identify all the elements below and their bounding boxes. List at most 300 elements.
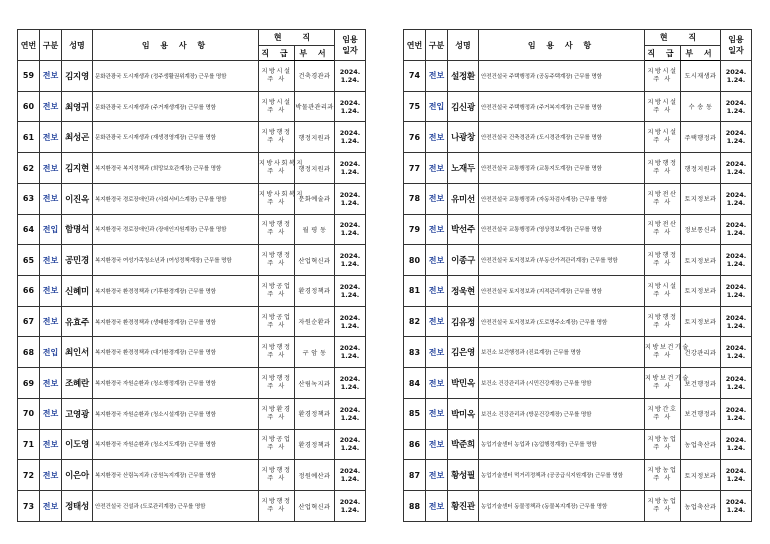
- row-type: 전보: [426, 276, 448, 307]
- row-dept: 환경정책과: [295, 398, 335, 429]
- row-date-year: 2024.: [725, 190, 747, 199]
- row-rank: [645, 61, 681, 92]
- table-row: [404, 91, 752, 122]
- row-date-day: 1.24.: [340, 260, 360, 269]
- row-date: [335, 306, 366, 337]
- row-date-day: 1.24.: [726, 75, 746, 84]
- row-date: [335, 214, 366, 245]
- row-rank-bottom: 주 사: [653, 475, 672, 483]
- row-rank-top: 지방공업: [261, 436, 292, 444]
- row-date-day: 1.24.: [726, 198, 746, 207]
- row-date-year: 2024.: [725, 221, 747, 230]
- row-name: 김지영: [62, 61, 93, 92]
- row-number: 78: [404, 183, 426, 214]
- row-rank-top: 지방행정: [261, 129, 292, 137]
- row-type: 전보: [426, 306, 448, 337]
- row-date: [335, 398, 366, 429]
- row-appointment: 복지환경국 자원순환과 (청소행정계장) 근무를 명함: [93, 368, 259, 399]
- row-rank: [645, 306, 681, 337]
- row-date-year: 2024.: [339, 498, 361, 507]
- row-dept: 산업혁신과: [295, 245, 335, 276]
- table-row: [404, 61, 752, 92]
- row-type: 전보: [426, 429, 448, 460]
- row-date: [721, 368, 752, 399]
- table-row: [404, 460, 752, 491]
- row-dept: 문화예술과: [295, 183, 335, 214]
- row-rank-top: 지방사회복지: [259, 160, 304, 168]
- row-dept: 환경정책과: [295, 276, 335, 307]
- row-name: 김유정: [448, 306, 479, 337]
- row-rank-bottom: 주 사: [267, 106, 286, 114]
- row-rank-bottom: 주 사: [653, 106, 672, 114]
- row-rank: [259, 91, 295, 122]
- row-rank-top: 지방농업: [647, 498, 678, 506]
- row-dept: 토지정보과: [681, 460, 721, 491]
- row-date-day: 1.24.: [340, 413, 360, 422]
- row-date: [721, 91, 752, 122]
- row-rank: [645, 153, 681, 184]
- header-date: 임용 일자: [335, 30, 366, 61]
- row-rank-bottom: 주 사: [267, 352, 286, 360]
- row-rank-bottom: 주 사: [653, 444, 672, 452]
- row-date: [721, 61, 752, 92]
- row-number: 65: [18, 245, 40, 276]
- row-dept: 토지정보과: [681, 276, 721, 307]
- row-number: 80: [404, 245, 426, 276]
- row-number: 87: [404, 460, 426, 491]
- row-type: 전보: [426, 245, 448, 276]
- row-rank-bottom: 주 사: [267, 260, 286, 268]
- header-date: 임용 일자: [721, 30, 752, 61]
- row-date: [335, 91, 366, 122]
- table-row: [404, 245, 752, 276]
- row-date-year: 2024.: [339, 67, 361, 76]
- row-date-year: 2024.: [339, 405, 361, 414]
- row-rank-bottom: 주 사: [267, 75, 286, 83]
- header-desc: 임 용 사 항: [479, 30, 645, 61]
- row-name: 김은영: [448, 337, 479, 368]
- row-rank-top: 지방행정: [647, 313, 678, 321]
- row-rank-top: 지방사회복지: [259, 190, 304, 198]
- row-date-year: 2024.: [339, 252, 361, 261]
- row-rank-top: 지방행정: [261, 498, 292, 506]
- row-name: 유효주: [62, 306, 93, 337]
- row-date-year: 2024.: [339, 98, 361, 107]
- row-appointment: 복지환경국 산림녹지과 (공원녹지계장) 근무를 명함: [93, 460, 259, 491]
- row-type: 전입: [40, 214, 62, 245]
- row-rank: [259, 368, 295, 399]
- row-rank-top: 지방농업: [647, 467, 678, 475]
- row-number: 70: [18, 398, 40, 429]
- row-appointment: 복지환경국 환경정책과 (기후환경계장) 근무를 명함: [93, 276, 259, 307]
- row-number: 84: [404, 368, 426, 399]
- row-dept: 주택행정과: [681, 122, 721, 153]
- row-rank: [645, 245, 681, 276]
- row-date-year: 2024.: [725, 67, 747, 76]
- row-date-day: 1.24.: [340, 290, 360, 299]
- row-name: 박준희: [448, 429, 479, 460]
- row-rank-top: 지방전산: [647, 190, 678, 198]
- row-number: 64: [18, 214, 40, 245]
- row-rank-bottom: 주 사: [653, 229, 672, 237]
- row-appointment: 복지환경국 복지정책과 (희망보호관계장) 근무를 명함: [93, 153, 259, 184]
- row-rank-bottom: 주 사: [653, 506, 672, 514]
- row-dept: 보건행정과: [681, 398, 721, 429]
- row-type: 전보: [40, 491, 62, 522]
- row-dept: 보건행정과: [681, 368, 721, 399]
- row-rank-top: 지방행정: [261, 467, 292, 475]
- row-name: 최영귀: [62, 91, 93, 122]
- row-appointment: 복지환경국 경로장애인과 (장애인지원계장) 근무를 명함: [93, 214, 259, 245]
- header-gubun: 구분: [426, 30, 448, 61]
- row-name: 이진옥: [62, 183, 93, 214]
- row-rank-top: 지방전산: [647, 221, 678, 229]
- row-date: [335, 368, 366, 399]
- row-date: [721, 460, 752, 491]
- row-number: 59: [18, 61, 40, 92]
- row-appointment: 보건소 건강관리과 (시민건강계장) 근무를 명함: [479, 368, 645, 399]
- row-number: 60: [18, 91, 40, 122]
- row-rank-top: 지방시설: [647, 282, 678, 290]
- row-number: 67: [18, 306, 40, 337]
- row-date-day: 1.24.: [726, 506, 746, 515]
- row-rank-top: 지방공업: [261, 282, 292, 290]
- row-name: 함명석: [62, 214, 93, 245]
- row-date-day: 1.24.: [340, 106, 360, 115]
- row-number: 88: [404, 491, 426, 522]
- row-type: 전입: [426, 91, 448, 122]
- row-number: 77: [404, 153, 426, 184]
- row-name: 김지현: [62, 153, 93, 184]
- row-date-day: 1.24.: [340, 383, 360, 392]
- row-rank-bottom: 주 사: [653, 137, 672, 145]
- row-rank-bottom: 주 사: [267, 168, 286, 176]
- row-dept: 건강관리과: [681, 337, 721, 368]
- row-name: 노재두: [448, 153, 479, 184]
- row-name: 김신광: [448, 91, 479, 122]
- row-date-year: 2024.: [339, 160, 361, 169]
- table-row: [404, 368, 752, 399]
- row-date-year: 2024.: [725, 160, 747, 169]
- table-row: [18, 337, 366, 368]
- table-row: [404, 337, 752, 368]
- row-date-year: 2024.: [725, 467, 747, 476]
- row-number: 61: [18, 122, 40, 153]
- header-no: 연번: [404, 30, 426, 61]
- row-name: 신혜미: [62, 276, 93, 307]
- row-appointment: 보건소 보건행정과 (진료계장) 근무를 명함: [479, 337, 645, 368]
- row-type: 전보: [426, 183, 448, 214]
- row-name: 공민경: [62, 245, 93, 276]
- row-date: [335, 276, 366, 307]
- header-current: 현 직: [645, 30, 721, 46]
- row-name: 최성곤: [62, 122, 93, 153]
- row-rank-bottom: 주 사: [653, 321, 672, 329]
- row-appointment: 안전건설국 토지정보과 (부동산가격관리계장) 근무를 명함: [479, 245, 645, 276]
- row-rank: [259, 306, 295, 337]
- row-date-day: 1.24.: [340, 168, 360, 177]
- row-number: 74: [404, 61, 426, 92]
- row-name: 정태성: [62, 491, 93, 522]
- row-date: [721, 306, 752, 337]
- table-row: [18, 61, 366, 92]
- row-dept: 월 평 동: [295, 214, 335, 245]
- row-date-year: 2024.: [725, 344, 747, 353]
- row-dept: 수 송 동: [681, 91, 721, 122]
- row-appointment: 안전건설국 주택행정과 (공동주택계장) 근무를 명함: [479, 61, 645, 92]
- row-number: 66: [18, 276, 40, 307]
- row-date: [721, 153, 752, 184]
- row-date-year: 2024.: [339, 344, 361, 353]
- row-rank-top: 지방환경: [261, 405, 292, 413]
- row-rank-top: 지방행정: [261, 221, 292, 229]
- row-name: 황진관: [448, 491, 479, 522]
- row-rank-bottom: 주 사: [267, 229, 286, 237]
- row-rank: [259, 153, 304, 184]
- table-row: [18, 491, 366, 522]
- row-appointment: 복지환경국 경로장애인과 (사회서비스계장) 근무를 명함: [93, 183, 259, 214]
- row-rank: [645, 337, 690, 368]
- row-appointment: 안전건설국 건설과 (도로관리계장) 근무를 명함: [93, 491, 259, 522]
- header-rank: 직 급: [645, 46, 681, 61]
- row-name: 조혜란: [62, 368, 93, 399]
- row-rank: [259, 491, 295, 522]
- row-rank-top: 지방행정: [261, 375, 292, 383]
- table-row: [404, 276, 752, 307]
- row-rank-top: 지방농업: [647, 436, 678, 444]
- row-rank: [259, 61, 295, 92]
- row-rank-bottom: 주 사: [653, 383, 672, 391]
- row-rank: [645, 122, 681, 153]
- row-date-day: 1.24.: [340, 137, 360, 146]
- row-dept: 산림녹지과: [295, 368, 335, 399]
- header-rank: 직 급: [259, 46, 295, 61]
- row-rank-bottom: 주 사: [267, 321, 286, 329]
- table-row: [404, 183, 752, 214]
- row-appointment: 문화관광국 도시재생과 (재생경영계장) 근무를 명함: [93, 122, 259, 153]
- row-type: 전보: [426, 153, 448, 184]
- row-date-day: 1.24.: [340, 198, 360, 207]
- row-rank-bottom: 주 사: [653, 290, 672, 298]
- row-rank-bottom: 주 사: [653, 413, 672, 421]
- row-appointment: 농업기술센터 먹거리정책과 (공공급식지원계장) 근무를 명함: [479, 460, 645, 491]
- row-rank-top: 지방행정: [647, 160, 678, 168]
- row-number: 68: [18, 337, 40, 368]
- row-date-day: 1.24.: [726, 444, 746, 453]
- row-date: [335, 61, 366, 92]
- row-appointment: 복지환경국 환경정책과 (대기환경계장) 근무를 명함: [93, 337, 259, 368]
- row-date-day: 1.24.: [340, 352, 360, 361]
- row-rank: [645, 214, 681, 245]
- row-date: [335, 183, 366, 214]
- row-number: 86: [404, 429, 426, 460]
- row-date: [721, 491, 752, 522]
- row-type: 전보: [40, 429, 62, 460]
- row-date-day: 1.24.: [726, 475, 746, 484]
- row-date-year: 2024.: [725, 129, 747, 138]
- row-rank: [259, 460, 295, 491]
- header-dept: 부 서: [681, 46, 721, 61]
- row-date-day: 1.24.: [340, 229, 360, 238]
- row-number: 79: [404, 214, 426, 245]
- row-appointment: 농업기술센터 농업과 (농업행정계장) 근무를 명함: [479, 429, 645, 460]
- row-date-year: 2024.: [725, 282, 747, 291]
- row-number: 71: [18, 429, 40, 460]
- row-date: [335, 460, 366, 491]
- row-name: 이은아: [62, 460, 93, 491]
- row-rank: [259, 214, 295, 245]
- row-name: 정욱현: [448, 276, 479, 307]
- table-row: [18, 368, 366, 399]
- row-appointment: 안전건설국 교통행정과 (자동차검사계장) 근무를 명함: [479, 183, 645, 214]
- row-rank-bottom: 주 사: [267, 198, 286, 206]
- header-no: 연번: [18, 30, 40, 61]
- row-type: 전보: [40, 306, 62, 337]
- row-date-day: 1.24.: [340, 475, 360, 484]
- row-type: 전보: [426, 61, 448, 92]
- row-dept: 건축경관과: [295, 61, 335, 92]
- row-rank-top: 지방시설: [647, 67, 678, 75]
- row-date-year: 2024.: [725, 98, 747, 107]
- row-date-year: 2024.: [725, 436, 747, 445]
- row-type: 전보: [40, 122, 62, 153]
- row-date: [335, 122, 366, 153]
- row-date: [721, 245, 752, 276]
- row-type: 전보: [426, 491, 448, 522]
- row-rank-bottom: 주 사: [653, 198, 672, 206]
- row-dept: 행정지원과: [295, 153, 335, 184]
- row-appointment: 복지환경국 자원순환과 (청소지도계장) 근무를 명함: [93, 429, 259, 460]
- appointment-table: [17, 29, 366, 522]
- row-name: 박선주: [448, 214, 479, 245]
- row-dept: 정보통신과: [681, 214, 721, 245]
- row-date: [721, 337, 752, 368]
- row-date-day: 1.24.: [726, 137, 746, 146]
- row-date-year: 2024.: [725, 375, 747, 384]
- row-date: [335, 337, 366, 368]
- row-dept: 정원예산과: [295, 460, 335, 491]
- row-type: 전보: [426, 337, 448, 368]
- row-date-year: 2024.: [339, 375, 361, 384]
- row-appointment: 안전건설국 건축경관과 (도시경관계장) 근무를 명함: [479, 122, 645, 153]
- row-rank: [259, 122, 295, 153]
- row-date: [721, 122, 752, 153]
- header-name: 성명: [62, 30, 93, 61]
- row-rank-top: 지방보건기술: [645, 344, 690, 352]
- row-appointment: 복지환경국 자원순환과 (청소시설계장) 근무를 명함: [93, 398, 259, 429]
- table-row: [404, 122, 752, 153]
- row-appointment: 안전건설국 교통행정과 (교통지도계장) 근무를 명함: [479, 153, 645, 184]
- row-date-day: 1.24.: [726, 260, 746, 269]
- table-row: [18, 245, 366, 276]
- table-row: [404, 429, 752, 460]
- row-date-year: 2024.: [339, 190, 361, 199]
- row-type: 전보: [426, 122, 448, 153]
- row-name: 고영광: [62, 398, 93, 429]
- row-number: 62: [18, 153, 40, 184]
- row-number: 63: [18, 183, 40, 214]
- row-date-year: 2024.: [339, 467, 361, 476]
- row-rank-bottom: 주 사: [267, 290, 286, 298]
- row-date: [335, 429, 366, 460]
- table-row: [404, 306, 752, 337]
- row-date-year: 2024.: [339, 436, 361, 445]
- row-rank: [645, 491, 681, 522]
- row-rank: [645, 460, 681, 491]
- row-date-year: 2024.: [339, 221, 361, 230]
- row-type: 전보: [40, 183, 62, 214]
- header-dept: 부 서: [295, 46, 335, 61]
- row-date-year: 2024.: [339, 129, 361, 138]
- row-rank: [259, 398, 295, 429]
- row-rank: [645, 429, 681, 460]
- row-name: 박미옥: [448, 398, 479, 429]
- row-dept: 산업혁신과: [295, 491, 335, 522]
- row-date-day: 1.24.: [726, 290, 746, 299]
- row-appointment: 안전건설국 주택행정과 (주거복지계장) 근무를 명함: [479, 91, 645, 122]
- table-row: [18, 276, 366, 307]
- row-date-day: 1.24.: [726, 383, 746, 392]
- row-number: 81: [404, 276, 426, 307]
- row-rank-top: 지방시설: [261, 67, 292, 75]
- row-appointment: 복지환경국 환경정책과 (생태환경계장) 근무를 명함: [93, 306, 259, 337]
- row-dept: 농업축산과: [681, 491, 721, 522]
- row-rank-bottom: 주 사: [653, 75, 672, 83]
- row-appointment: 문화관광국 도시재생과 (주거재생계장) 근무를 명함: [93, 91, 259, 122]
- row-number: 83: [404, 337, 426, 368]
- appointment-table-right: [403, 29, 751, 522]
- row-date-day: 1.24.: [340, 506, 360, 515]
- row-number: 73: [18, 491, 40, 522]
- appointment-table: [403, 29, 752, 522]
- row-type: 전입: [40, 337, 62, 368]
- row-rank-bottom: 주 사: [653, 260, 672, 268]
- header-gubun: 구분: [40, 30, 62, 61]
- table-row: [404, 153, 752, 184]
- row-date-day: 1.24.: [340, 444, 360, 453]
- row-date: [721, 398, 752, 429]
- row-rank-bottom: 주 사: [267, 383, 286, 391]
- row-appointment: 농업기술센터 동물정책과 (동물복지계장) 근무를 명함: [479, 491, 645, 522]
- row-rank-top: 지방시설: [647, 98, 678, 106]
- row-rank: [259, 183, 304, 214]
- row-dept: 환경정책과: [295, 429, 335, 460]
- row-rank-top: 지방시설: [647, 129, 678, 137]
- table-row: [18, 460, 366, 491]
- row-date-year: 2024.: [725, 405, 747, 414]
- row-date: [721, 276, 752, 307]
- row-appointment: 안전건설국 토지정보과 (지적관리계장) 근무를 명함: [479, 276, 645, 307]
- row-dept: 농업축산과: [681, 429, 721, 460]
- row-dept: 구 암 동: [295, 337, 335, 368]
- row-type: 전보: [40, 245, 62, 276]
- row-rank: [645, 398, 681, 429]
- row-date-day: 1.24.: [726, 168, 746, 177]
- row-name: 이종구: [448, 245, 479, 276]
- row-type: 전보: [40, 398, 62, 429]
- row-number: 82: [404, 306, 426, 337]
- row-number: 72: [18, 460, 40, 491]
- row-rank-bottom: 주 사: [653, 352, 672, 360]
- row-rank-top: 지방시설: [261, 98, 292, 106]
- row-date-year: 2024.: [725, 252, 747, 261]
- row-date-year: 2024.: [725, 313, 747, 322]
- row-date: [335, 491, 366, 522]
- row-date-day: 1.24.: [340, 75, 360, 84]
- row-type: 전보: [426, 214, 448, 245]
- row-name: 유미선: [448, 183, 479, 214]
- row-date-day: 1.24.: [726, 321, 746, 330]
